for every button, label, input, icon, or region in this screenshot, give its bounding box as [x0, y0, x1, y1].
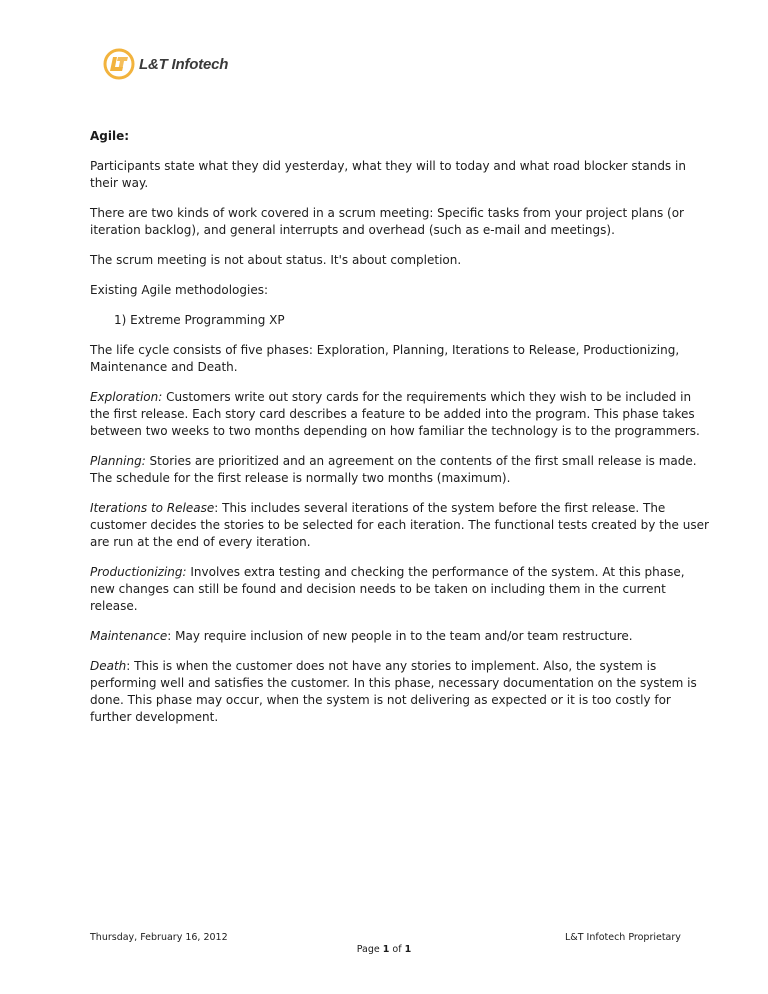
paragraph-life-cycle: The life cycle consists of five phases: Exploration, Planning, Iterations to Release, Productionizing, Maintenance and Death. — [90, 343, 680, 374]
paragraph-methodologies: Existing Agile methodologies: — [90, 283, 269, 297]
phase-productionizing — [90, 564, 710, 615]
logo-text: L&T Infotech — [139, 55, 229, 73]
phase-term: Exploration: — [90, 390, 163, 404]
footer-proprietary: L&T Infotech Proprietary — [565, 932, 681, 943]
phase-exploration — [90, 389, 710, 440]
phase-text: Stories are prioritized and an agreement on the contents of the first small release is made. The schedule for the first release is normally two months (maximum). — [90, 454, 697, 485]
list-item-xp: 1) Extreme Programming XP — [114, 313, 285, 327]
phase-text: : This includes several iterations of the system before the first release. The customer decides the stories to be selected for each iteration. The functional tests created by the user are run at the end of every iteration. — [90, 501, 709, 549]
phase-text: : May require inclusion of new people in to the team and/or team restructure. — [167, 629, 633, 643]
phase-term: Maintenance — [90, 629, 168, 643]
company-logo — [103, 46, 228, 82]
phase-iterations — [90, 500, 710, 551]
page-word: Page — [356, 944, 383, 955]
phase-text: Customers write out story cards for the requirements which they wish to be included in the first release. Each story card describes a feature to be added into the program. This phase takes between two weeks to two months depending on how familiar the technology is to the programmers. — [90, 390, 700, 438]
paragraph-scrum-status: The scrum meeting is not about status. It's about completion. — [90, 253, 462, 267]
phase-term: Planning: — [90, 454, 146, 468]
phase-planning — [90, 453, 710, 487]
paragraph-participants: Participants state what they did yesterday, what they will to today and what road blocker stands in their way. — [90, 159, 686, 190]
document-body — [90, 128, 710, 739]
phase-text: Involves extra testing and checking the performance of the system. At this phase, new changes can still be found and decision needs to be taken on including them in the current release. — [90, 565, 685, 613]
footer-page-number — [0, 944, 768, 955]
phase-text: : This is when the customer does not have any stories to implement. Also, the system is performing well and satisfies the customer. In this phase, necessary documentation on the system is done. This phase may occur, when the system is not delivering as expected or it is too costly for further development. — [90, 659, 697, 724]
phase-term: Death — [90, 659, 127, 673]
phase-term: Iterations to Release — [90, 501, 215, 515]
paragraph-work-kinds: There are two kinds of work covered in a scrum meeting: Specific tasks from your project plans (or iteration backlog), and general interrupts and overhead (such as e-mail and meetings). — [90, 206, 684, 237]
phase-death — [90, 658, 710, 726]
section-heading: Agile: — [90, 129, 130, 143]
page-total: 1 — [404, 944, 412, 955]
phase-maintenance — [90, 628, 710, 645]
phase-term: Productionizing: — [90, 565, 187, 579]
lt-logo-icon — [103, 48, 135, 80]
footer-date: Thursday, February 16, 2012 — [90, 932, 228, 943]
page-current: 1 — [382, 944, 390, 955]
page-of: of — [389, 944, 405, 955]
